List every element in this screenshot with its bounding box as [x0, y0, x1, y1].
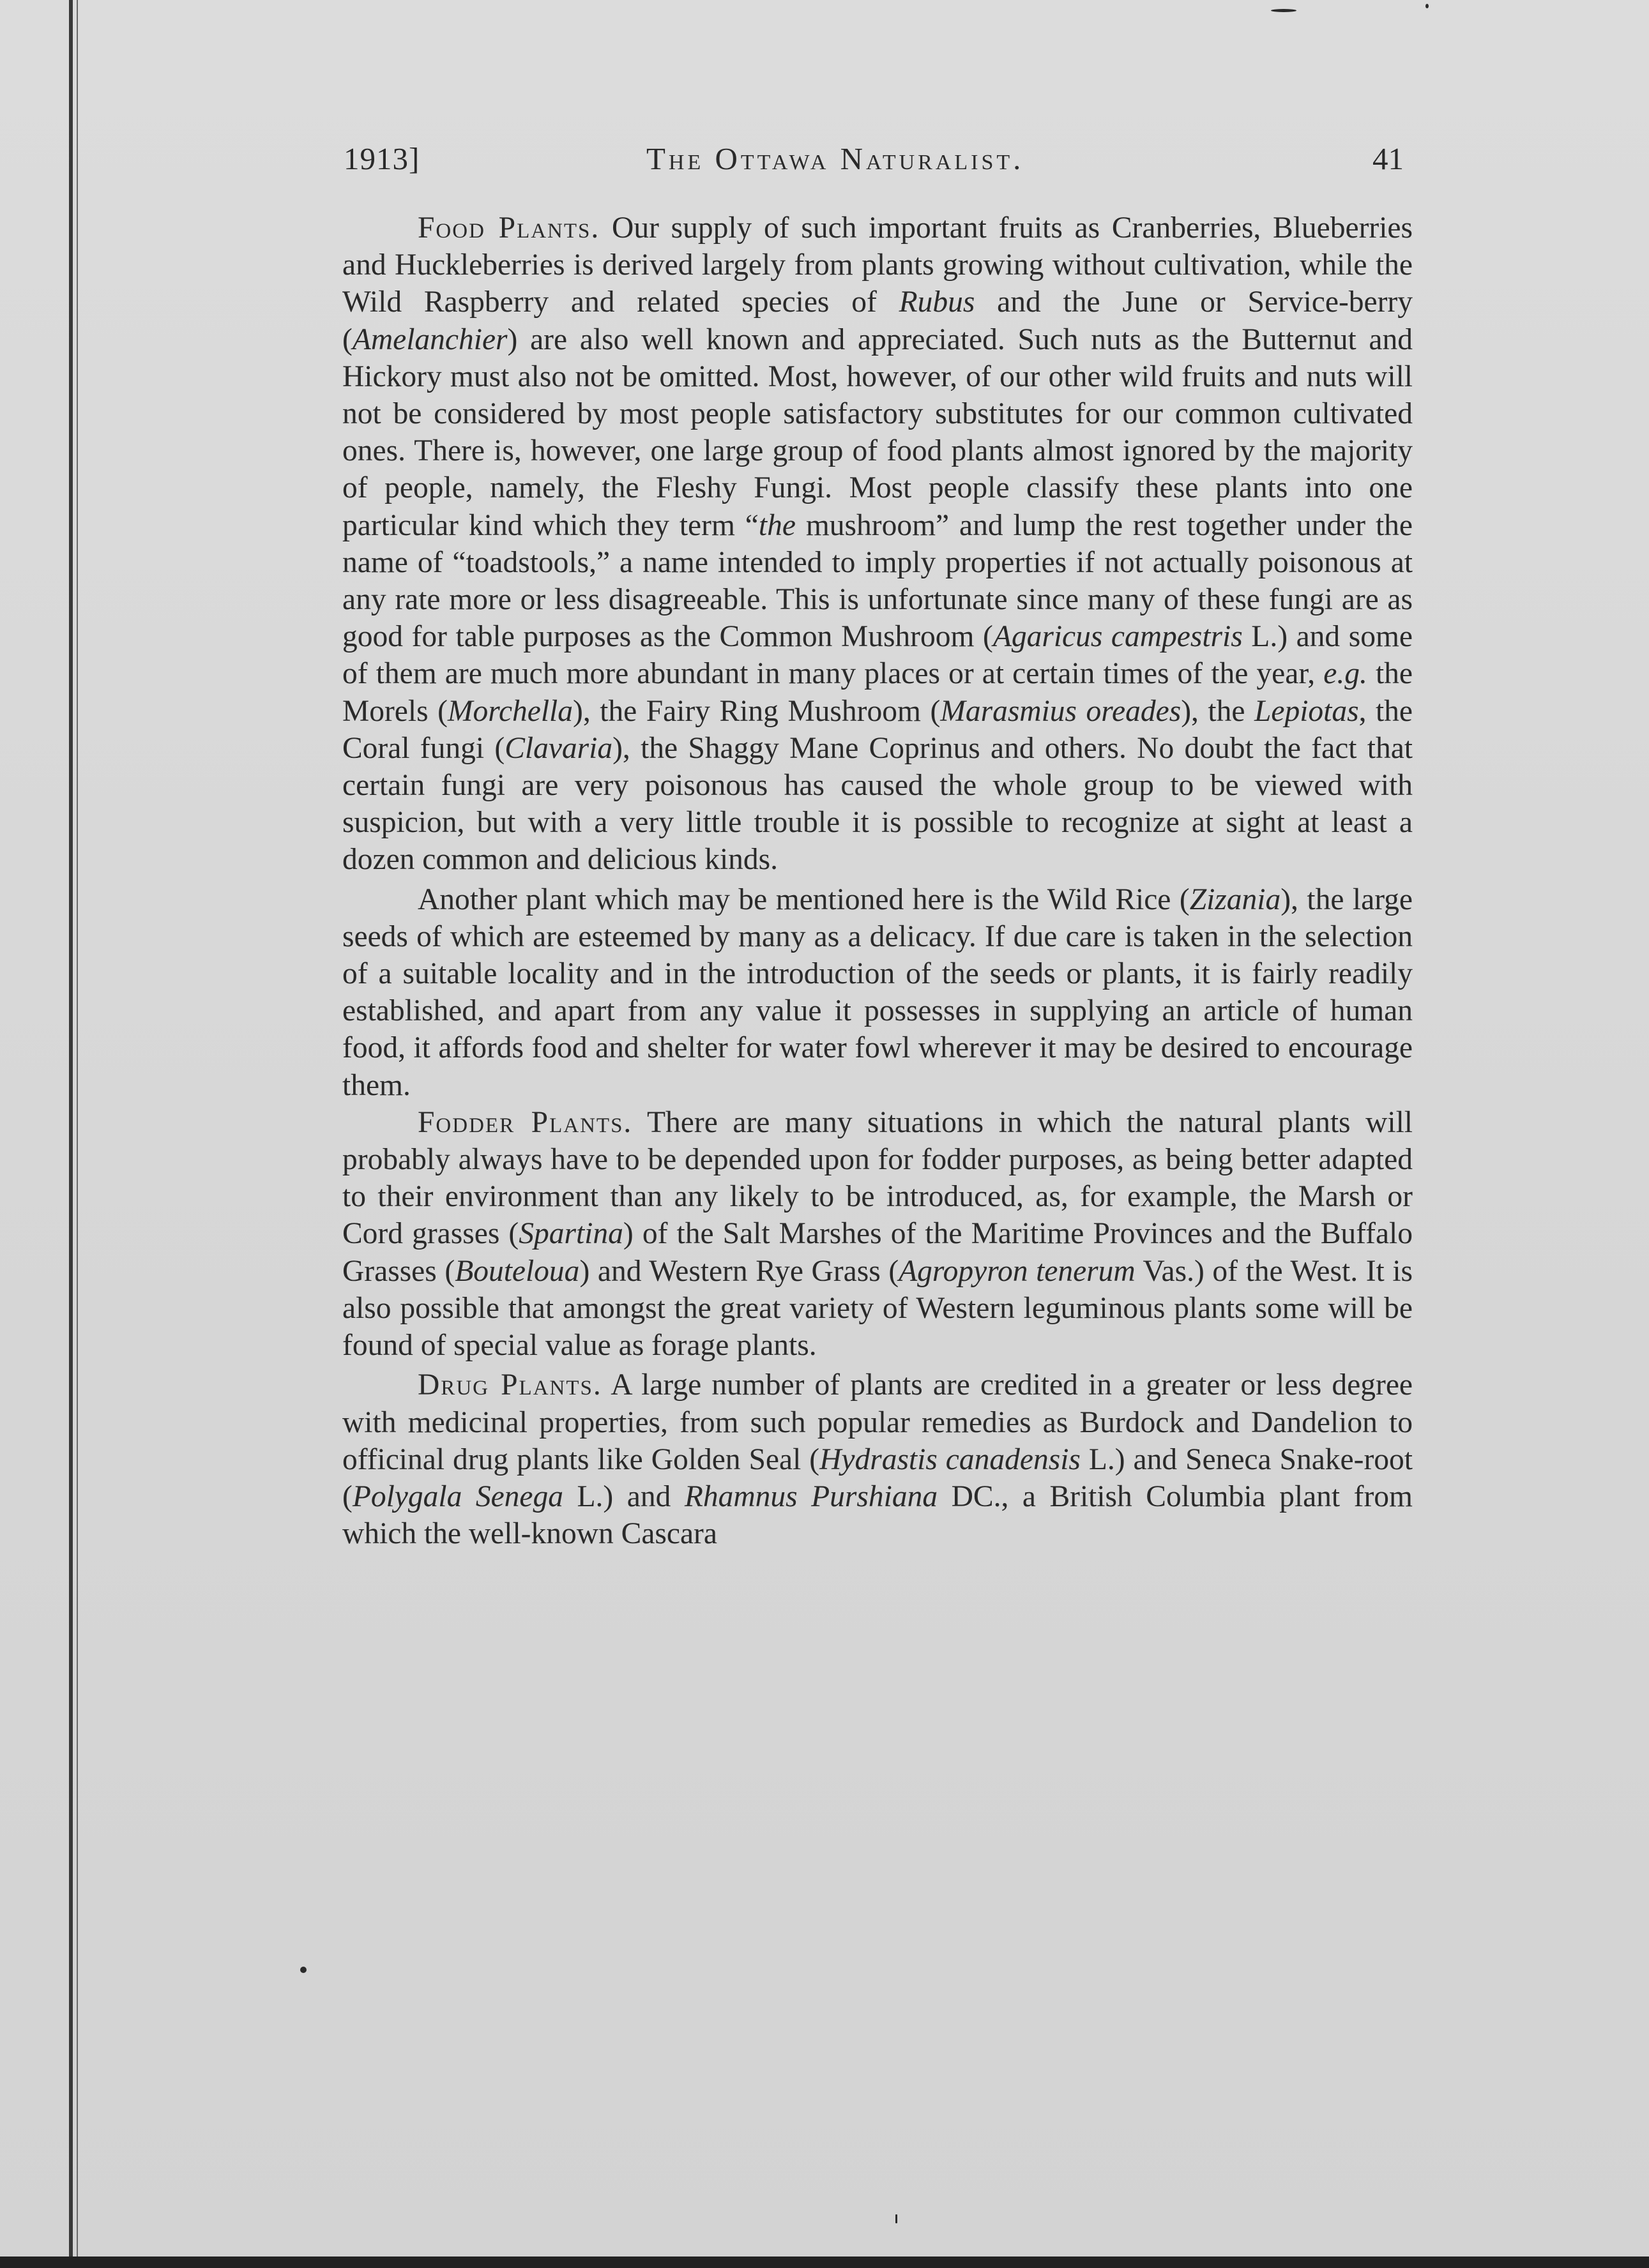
text-run: ), the Shaggy Mane Coprinus and others. No doubt the fact that certain fungi are very poisonous has caused the whole group to be viewed with suspicion, but with a very little trouble it is possible to recognize at sight at least a dozen common and delicious kinds. [342, 731, 1413, 877]
section-lead-heading: Fodder Plants. [418, 1105, 633, 1139]
paragraph-drug-plants [342, 1366, 1413, 1552]
italic-term: Rhamnus Purshiana [684, 1479, 938, 1513]
text-run: ) of the Salt Marshes of the Maritime Provinces and the Buffalo Grasses ( [342, 1217, 1413, 1288]
section-lead-heading: Food Plants. [418, 211, 600, 245]
italic-term: Amelanchier [352, 322, 508, 356]
text-run: Another plant which may be mentioned here is the Wild Rice ( [418, 882, 1190, 916]
text-run: ), the Fairy Ring Mushroom ( [573, 694, 941, 728]
text-run: Our supply of such important fruits as Cranberries, Blueberries and Huckleberries is derived largely from plants growing without cultivation, while the Wild Raspberry and related species of [342, 211, 1413, 319]
text-run: and the June or Service-berry ( [342, 285, 1413, 356]
text-run: the Morels ( [342, 657, 1413, 728]
text-run: DC., a British Columbia plant from which the well-known Cascara [342, 1479, 1413, 1551]
text-run: L.) and some of them are much more abundant in many places or at certain times of the year, [342, 620, 1413, 691]
italic-term: Bouteloua [455, 1254, 580, 1288]
italic-term: Agaricus campestris [992, 620, 1243, 654]
italic-term: Morchella [447, 694, 574, 728]
text-run: mushroom” and lump the rest together under the name of “toadstools,” a name intended to imply properties if not actually poisonous at any rate more or less disagreeable. This is unfortunate since many of these fungi are as good for table purposes as the Common Mushroom ( [342, 508, 1413, 654]
text-run: ), the large seeds of which are esteemed by many as a delicacy. If due care is taken in the selection of a suitable locality and in the introduction of the seeds or plants, it is fairly readily established, and apart from any value it possesses in supplying an article of human food, it affords food and shelter for water fowl wherever it may be desired to encourage them. [342, 882, 1413, 1102]
running-head-year: 1913] [344, 141, 420, 176]
page-number: 41 [1372, 141, 1404, 176]
paragraph-fodder-plants [342, 1104, 1413, 1364]
italic-term: Zizania [1189, 882, 1281, 916]
text-run: There are many situations in which the natural plants will probably always have to be depended upon for fodder purposes, as being better adapted to their environment than any likely to be introduced, as, for example, the Marsh or Cord grasses ( [342, 1105, 1413, 1251]
italic-term: the [758, 508, 796, 542]
text-run: A large number of plants are credited in a greater or less degree with medicinal properties, from such popular remedies as Burdock and Dandelion to officinal drug plants like Golden Seal ( [342, 1368, 1413, 1476]
italic-term: Clavaria [505, 731, 613, 765]
italic-term: e.g. [1323, 657, 1367, 691]
paragraph-food-plants [342, 209, 1413, 879]
italic-term: Hydrastis canadensis [819, 1442, 1081, 1476]
binding-edge-shadow [77, 0, 78, 2268]
article-body [342, 209, 1413, 1552]
italic-term: Marasmius oreades [940, 694, 1182, 728]
section-lead-heading: Drug Plants. [418, 1368, 602, 1402]
scan-bottom-edge [0, 2257, 1649, 2268]
scan-speck [1425, 4, 1429, 8]
scan-speck [895, 2214, 897, 2223]
scan-speck [1271, 9, 1296, 12]
running-head-journal-title: The Ottawa Naturalist. [646, 141, 1024, 176]
italic-term: Rubus [899, 285, 975, 319]
text-run: ) and Western Rye Grass ( [579, 1254, 899, 1288]
text-run: ), the [1181, 694, 1254, 728]
text-run: , the Coral fungi ( [342, 694, 1413, 765]
binding-edge-line [69, 0, 73, 2268]
running-head [344, 140, 1404, 185]
italic-term: Agropyron tenerum [899, 1254, 1136, 1288]
italic-term: Lepiotas [1254, 694, 1359, 728]
text-run: L.) and [563, 1479, 685, 1513]
italic-term: Polygala Senega [352, 1479, 563, 1513]
paragraph-wild-rice [342, 881, 1413, 1104]
scan-speck [300, 1967, 307, 1973]
text-run: ) are also well known and appreciated. Such nuts as the Butternut and Hickory must also not be omitted. Most, however, of our other wild fruits and nuts will not be considered by most people satisfactory substitutes for our common cultivated ones. There is, however, one large group of food plants almost ignored by the majority of people, namely, the Fleshy Fungi. Most people classify these plants into one particular kind which they term “ [342, 322, 1413, 542]
text-run: Vas.) of the West. It is also possible that amongst the great variety of Western leguminous plants some will be found of special value as forage plants. [342, 1254, 1413, 1363]
text-run: L.) and Seneca Snake-root ( [342, 1442, 1413, 1513]
italic-term: Spartina [519, 1217, 623, 1251]
